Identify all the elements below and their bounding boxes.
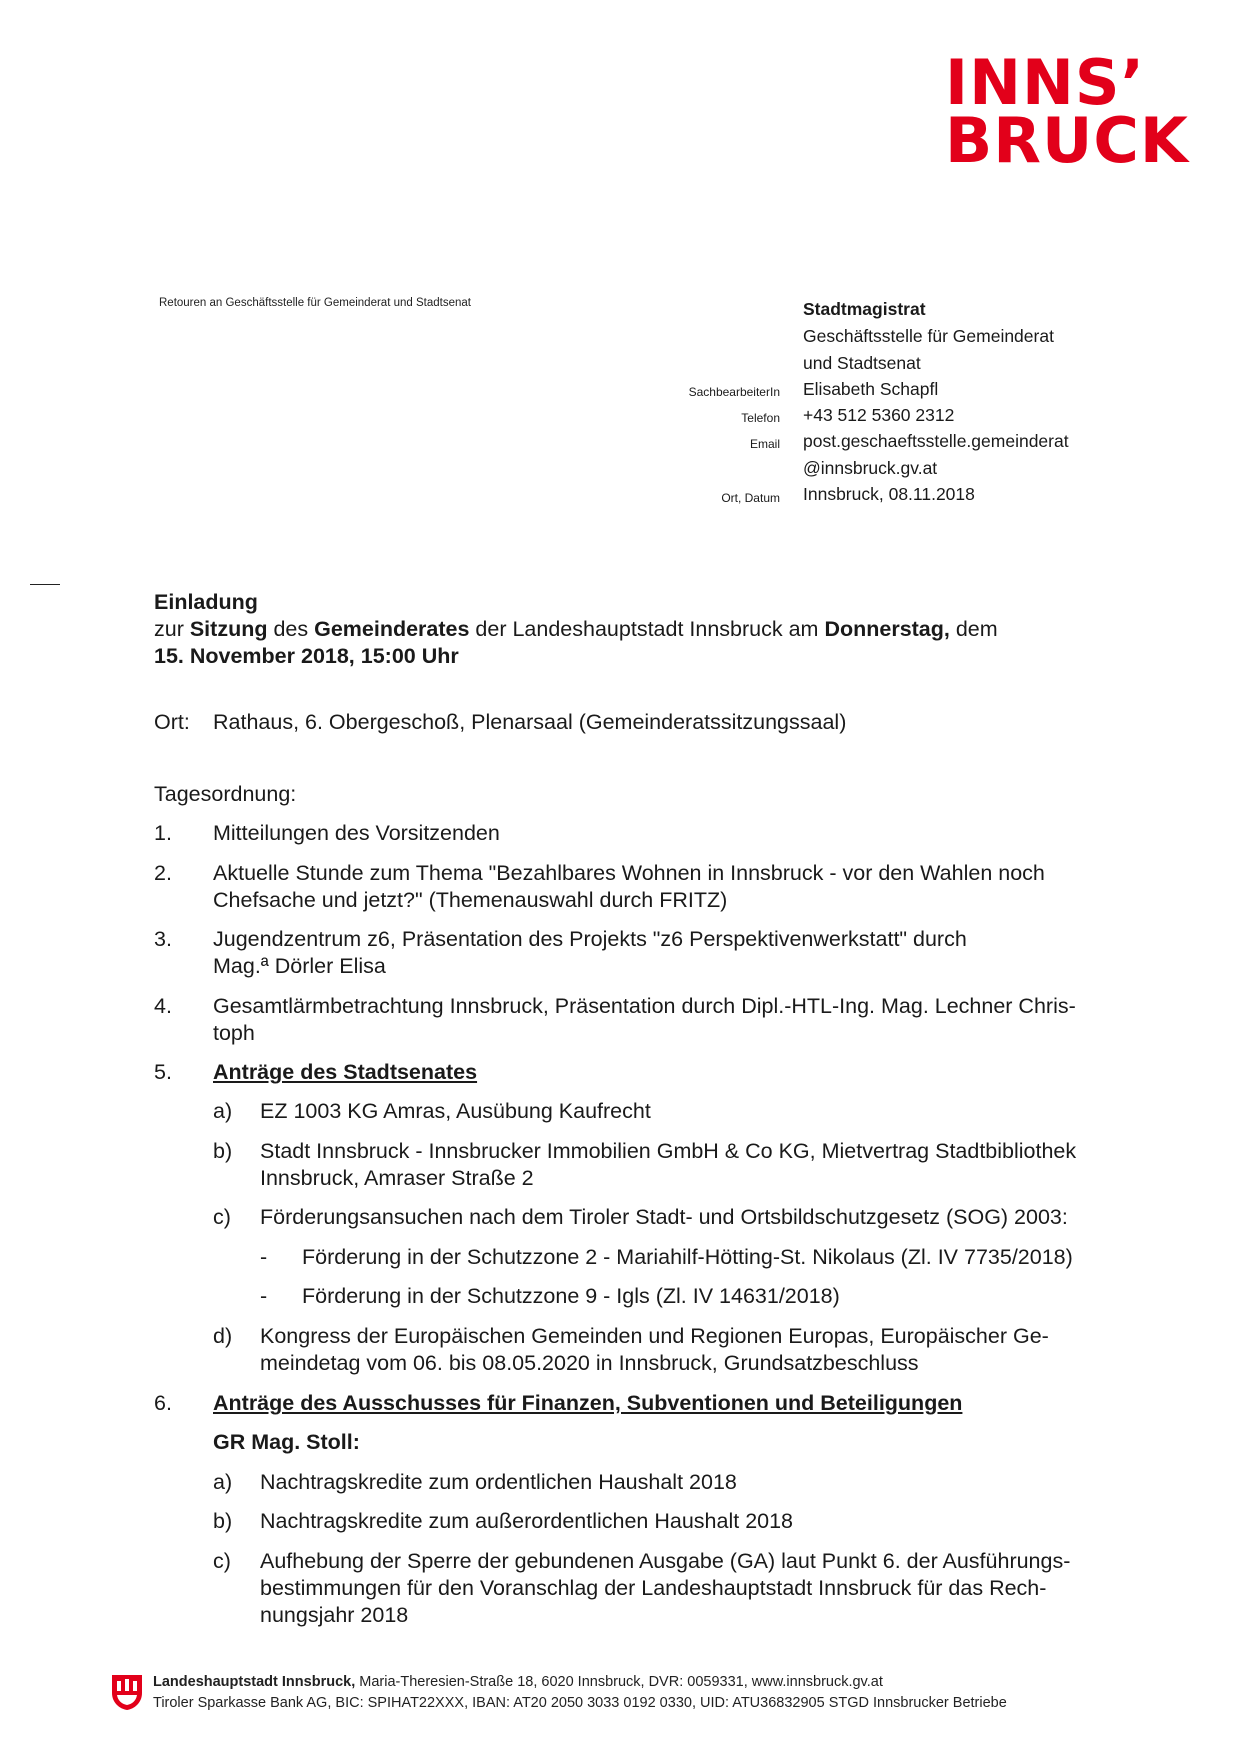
logo-line-2: BRUCK [945, 104, 1189, 177]
return-address: Retouren an Geschäftsstelle für Gemeinderat und Stadtsenat [159, 297, 471, 309]
field-value-email-domain: @innsbruck.gv.at [803, 458, 938, 478]
sender-dept-line-1: Geschäftsstelle für Gemeinderat [803, 326, 1054, 346]
location-label: Ort: [154, 710, 190, 734]
innsbruck-logo [945, 46, 1195, 177]
footer-line-1: Landeshauptstadt Innsbruck, Maria-Theresien-Straße 18, 6020 Innsbruck, DVR: 0059331, www.innsbruck.gv.at [153, 1674, 883, 1690]
sender-dept-line-2: und Stadtsenat [803, 353, 921, 373]
speaker-name: GR Mag. Stoll: [213, 1430, 360, 1454]
city-emblem-icon [110, 1673, 144, 1711]
section-5-heading: Anträge des Stadtsenates [213, 1060, 478, 1084]
footer [153, 1672, 1007, 1714]
section-6-heading: Anträge des Ausschusses für Finanzen, Subventionen und Beteiligungen [213, 1391, 963, 1415]
field-value-sachbearbeiterin: Elisabeth Schapfl [803, 379, 939, 399]
footer-line-2: Tiroler Sparkasse Bank AG, BIC: SPIHAT22XXX, IBAN: AT20 2050 3033 0192 0330, UID: ATU36832905 STGD Innsbrucker Betriebe [153, 1695, 1007, 1711]
invitation-datetime: 15. November 2018, 15:00 Uhr [154, 644, 459, 668]
invitation-title: Einladung [154, 590, 258, 614]
sender-org: Stadtmagistrat [803, 299, 926, 319]
invitation-line-1: zur Sitzung des Gemeinderates der Landeshauptstadt Innsbruck am Donnerstag, dem [154, 617, 998, 641]
invitation-heading [154, 589, 1154, 670]
field-label-telefon: Telefon [741, 411, 780, 425]
field-value-ort-datum: Innsbruck, 08.11.2018 [803, 484, 975, 504]
field-value-email: post.geschaeftsstelle.gemeinderat [803, 431, 1069, 451]
field-value-telefon: +43 512 5360 2312 [803, 405, 955, 425]
field-label-ort-datum: Ort, Datum [721, 491, 780, 505]
field-label-email: Email [749, 437, 780, 451]
field-label-sachbearbeiterin: SachbearbeiterIn [688, 385, 780, 399]
logo-line-1: INNS’ [945, 46, 1146, 119]
sender-block [803, 296, 1054, 377]
location-value: Rathaus, 6. Obergeschoß, Plenarsaal (Gemeinderatssitzungssaal) [213, 710, 847, 734]
agenda-title: Tagesordnung: [154, 782, 297, 806]
fold-mark [30, 584, 60, 585]
